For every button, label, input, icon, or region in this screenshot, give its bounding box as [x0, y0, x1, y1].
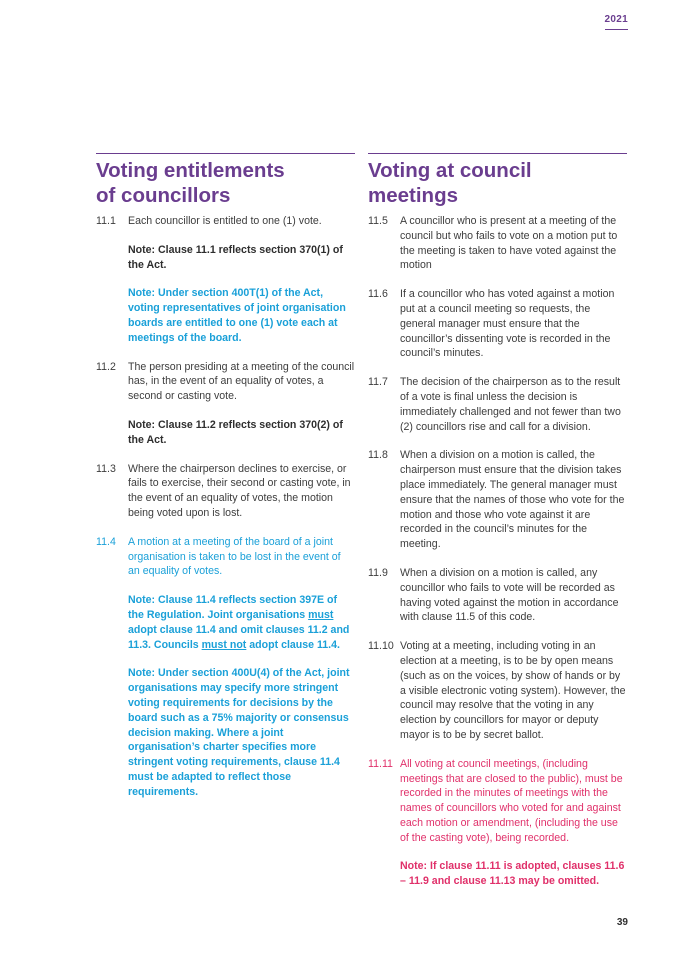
- clause-text: Where the chairperson declines to exercise, or fails to exercise, their second or casting vote, in the event of an equality of votes, the motion being voted upon is lost.: [128, 462, 351, 519]
- clause-text: The decision of the chairperson as to the result of a vote is final unless the decision is immediately challenged and not fewer than two (2) councillors rise and call for a division.: [400, 376, 621, 433]
- left-column: [96, 153, 355, 814]
- clause-number: 11.1: [96, 215, 116, 227]
- emphasis-must: must: [308, 608, 334, 621]
- note-clause-11-1: Note: Clause 11.1 reflects section 370(1) of the Act.: [128, 243, 343, 271]
- section-heading-voting-entitlements: [96, 153, 355, 208]
- clause-11-10: [368, 639, 627, 743]
- heading-line-2: of councillors: [96, 184, 231, 207]
- clause-text: The person presiding at a meeting of the council has, in the event of an equality of votes, a second or casting vote.: [128, 360, 355, 403]
- note-section-400t: Note: Under section 400T(1) of the Act, voting representatives of joint organisation boards are entitled to one (1) vote each at meetings of the board.: [128, 287, 346, 344]
- clause-text: A motion at a meeting of the board of a joint organisation is taken to be lost in the event of an equality of votes.: [128, 535, 341, 578]
- page-number: 39: [616, 917, 628, 928]
- clause-number: 11.3: [96, 462, 116, 475]
- clause-11-1: [96, 214, 355, 229]
- clause-text: When a division on a motion is called, the chairperson must ensure that the division takes place immediately. The general manager must ensure that the names of those who vote for the motion and those who vote against it are recorded in the council’s minutes for the meeting.: [400, 449, 625, 551]
- heading-line-1: Voting at council: [368, 159, 532, 182]
- note-clause-11-2: Note: Clause 11.2 reflects section 370(2) of the Act.: [128, 418, 343, 446]
- clause-number: 11.11: [368, 757, 393, 770]
- clause-number: 11.7: [368, 376, 388, 389]
- clause-text: When a division on a motion is called, any councillor who fails to vote will be recorded as having voted against the motion in accordance with clause 11.5 of this code.: [400, 566, 619, 624]
- clause-11-7: [368, 375, 627, 434]
- heading-line-1: Voting entitlements: [96, 159, 285, 182]
- clause-number: 11.4: [96, 535, 116, 548]
- clause-11-4: [96, 535, 355, 579]
- clause-number: 11.9: [368, 566, 388, 579]
- clause-11-2: [96, 360, 355, 404]
- clause-11-11: [368, 757, 627, 846]
- right-column: [368, 153, 627, 903]
- clause-11-8: [368, 448, 627, 552]
- note-text: adopt clause 11.4.: [246, 638, 340, 651]
- clause-number: 11.8: [368, 449, 388, 462]
- note-text: adopt clause 11.4 and omit clauses 11.2 and 11.3. Councils: [128, 623, 350, 651]
- clause-text: All voting at council meetings, (including meetings that are closed to the public), must be recorded in the minutes of meetings with the names of councillors who voted for and against each motion or amendment, (including the use of the casting vote), being recorded.: [400, 757, 623, 844]
- clause-text: Voting at a meeting, including voting in an election at a meeting, is to be by open means (such as on the voices, by show of hands or by a visible electronic voting system). However, the council may resolve that the voting in any election by councillors for mayor or deputy mayor is to be by secret ballot.: [400, 640, 626, 741]
- note-section-400u: Note: Under section 400U(4) of the Act, joint organisations may specify more stringent voting requirements for decisions by the board such as a 75% majority or consensus decision making. Where a joint organisation’s charter specifies more stringent voting requirements, clause 11.4 must be adapted to reflect those requirements.: [128, 667, 350, 798]
- heading-line-2: meetings: [368, 184, 458, 207]
- clause-text: Each councillor is entitled to one (1) vote.: [128, 215, 322, 227]
- note-clause-11-11: Note: If clause 11.11 is adopted, clauses 11.6 – 11.9 and clause 11.13 may be omitted.: [400, 860, 625, 888]
- clause-11-6: [368, 287, 627, 361]
- emphasis-must-not: must not: [201, 638, 247, 651]
- clause-text: If a councillor who has voted against a motion put at a council meeting so requests, the general manager must ensure that the councillor’s dissenting vote is recorded in the council’s minutes.: [400, 288, 615, 360]
- clause-number: 11.10: [368, 640, 394, 653]
- section-heading-voting-at-council-meetings: [368, 153, 627, 208]
- clause-number: 11.5: [368, 215, 388, 227]
- document-year: 2021: [605, 14, 628, 30]
- clause-number: 11.6: [368, 288, 388, 301]
- note-text: Note: Clause 11.4 reflects section 397E of the Regulation. Joint organisations: [128, 594, 338, 621]
- clause-text: A councillor who is present at a meeting of the council but who fails to vote on a motion put to the meeting is taken to have voted against the motion: [400, 215, 618, 272]
- note-clause-11-4: [128, 593, 355, 652]
- clause-11-3: [96, 462, 355, 521]
- clause-11-9: [368, 566, 627, 625]
- clause-11-5: [368, 214, 627, 273]
- clause-number: 11.2: [96, 360, 116, 373]
